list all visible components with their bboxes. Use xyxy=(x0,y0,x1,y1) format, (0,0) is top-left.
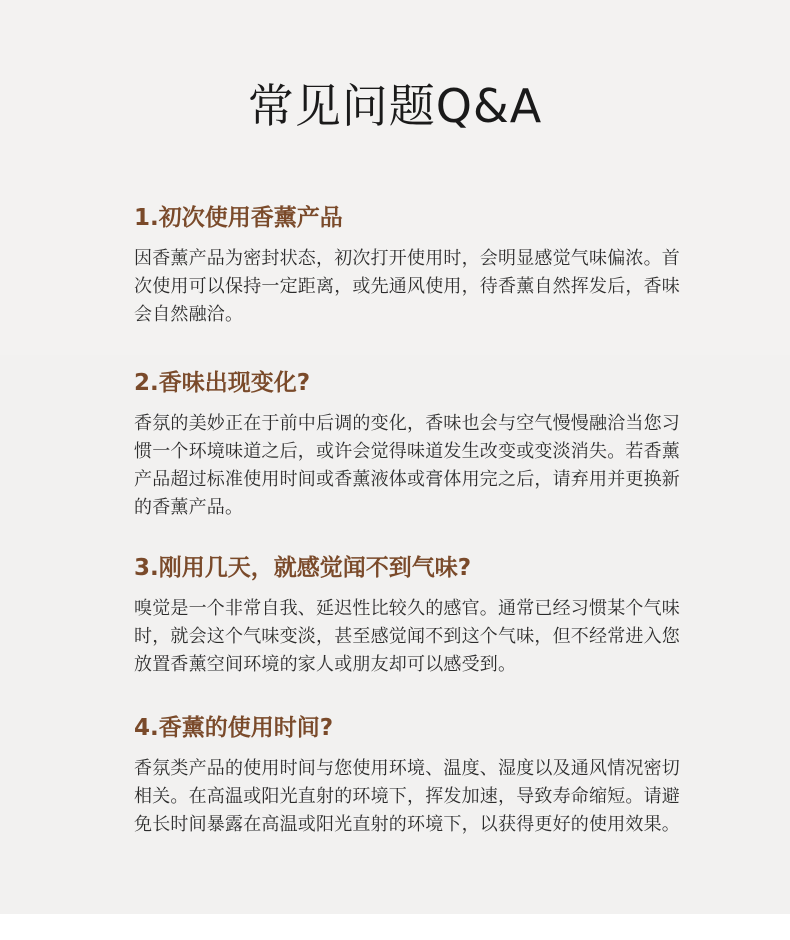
faq-heading: 1.初次使用香薰产品 xyxy=(134,205,343,231)
faq-answer: 香氛类产品的使用时间与您使用环境、温度、湿度以及通风情况密切相关。在高温或阳光直射的环境下，挥发加速，导致寿命缩短。请避免长时间暴露在高温或阳光直射的环境下，以获得更好的使用效果。 xyxy=(134,758,680,835)
faq-section-scent-change xyxy=(134,368,694,522)
page-title: 常见问题Q&A xyxy=(247,79,543,133)
faq-section-first-use xyxy=(134,203,694,329)
faq-heading: 3.刚用几天，就感觉闻不到气味? xyxy=(134,555,472,581)
faq-heading: 2.香味出现变化? xyxy=(134,370,311,396)
faq-section-usage-time xyxy=(134,713,694,839)
faq-answer: 香氛的美妙正在于前中后调的变化，香味也会与空气慢慢融洽当您习惯一个环境味道之后，或许会觉得味道发生改变或变淡消失。若香薰产品超过标准使用时间或香薰液体或膏体用完之后，请弃用并更换新的香薰产品。 xyxy=(134,413,680,518)
faq-section-cannot-smell xyxy=(134,553,694,679)
faq-heading: 4.香薰的使用时间? xyxy=(134,715,334,741)
faq-answer: 因香薰产品为密封状态，初次打开使用时，会明显感觉气味偏浓。首次使用可以保持一定距离，或先通风使用，待香薰自然挥发后，香味会自然融洽。 xyxy=(134,248,680,325)
bottom-edge xyxy=(0,914,790,940)
faq-answer: 嗅觉是一个非常自我、延迟性比较久的感官。通常已经习惯某个气味时，就会这个气味变淡，甚至感觉闻不到这个气味，但不经常进入您放置香薰空间环境的家人或朋友却可以感受到。 xyxy=(134,598,680,675)
